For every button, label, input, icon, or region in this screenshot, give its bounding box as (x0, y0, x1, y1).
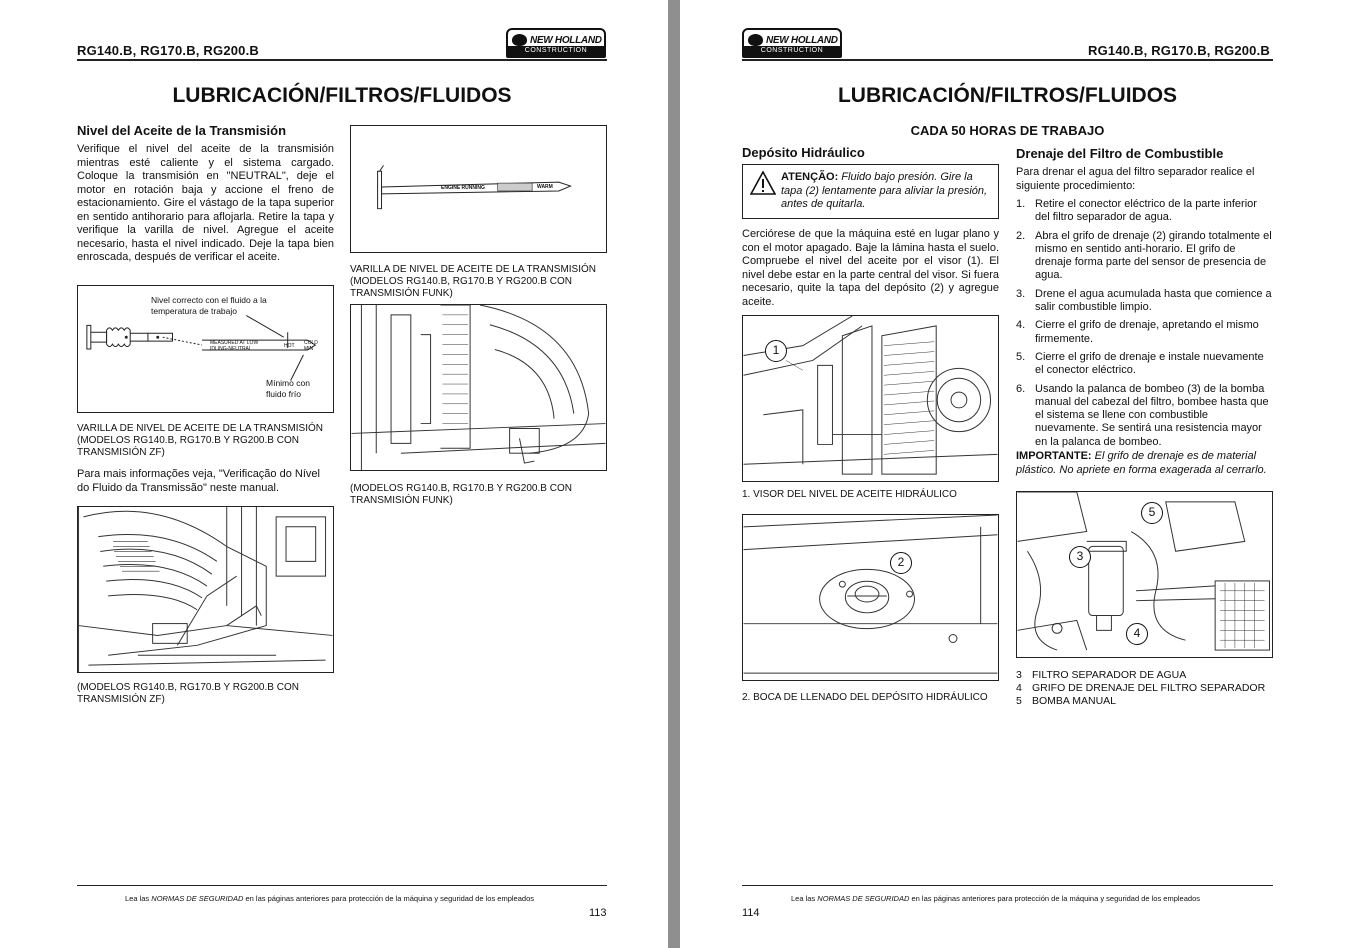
step-number: 2. (1016, 229, 1026, 242)
label-minimum: Mínimo con fluido frío (266, 378, 310, 399)
label-warm: WARM (537, 184, 553, 190)
callout-4: 4 (1126, 623, 1148, 645)
page-title: LUBRICACIÓN/FILTROS/FLUIDOS (837, 84, 1178, 107)
caption-zf-photo: (MODELOS RG140.B, RG170.B Y RG200.B CON TRANSMISIÓN ZF) (77, 682, 299, 705)
warning-box (742, 164, 999, 219)
interval-subtitle: CADA 50 HORAS DE TRABAJO (910, 123, 1105, 138)
label-hot: HOT (284, 343, 295, 349)
caption-sight-glass: 1. VISOR DEL NIVEL DE ACEITE HIDRÁULICO (742, 489, 957, 500)
step-text: Usando la palanca de bombeo (3) de la bomba manual del cabezal del filtro, bombee hasta que el sistema se llene con combustible nuevamente. Se sentirá una resistencia mayor en la palanca de bombeo. (1035, 382, 1269, 448)
fuel-filter-intro: Para drenar el agua del filtro separador realice el siguiente procedimiento: (1016, 166, 1255, 192)
step-number: 5. (1016, 350, 1026, 363)
page-number: 113 (589, 907, 607, 919)
warning-triangle-icon (750, 171, 776, 195)
new-holland-logo (506, 28, 606, 58)
fuel-filter-heading: Drenaje del Filtro de Combustible (1016, 146, 1224, 161)
header-rule (77, 59, 607, 61)
fuel-filter-step (1016, 230, 1273, 283)
step-text: Cierre el grifo de drenaje, apretando el mismo firmemente. (1035, 319, 1259, 345)
funk-dipstick-figure (350, 125, 607, 253)
section-heading: Nivel del Aceite de la Transmisión (77, 123, 287, 138)
note-paragraph: Para mais informações veja, "Verificação do Nível do Fluido da Transmissão" neste manual. (77, 468, 320, 494)
callout-5: 5 (1141, 502, 1163, 524)
label-cold: COLD MIN (304, 340, 318, 352)
footer-note: Lea las NORMAS DE SEGURIDAD en las páginas anteriores para protección de la máquina y seguridad de los empleados (125, 894, 534, 903)
intro-paragraph: Verifique el nivel del aceite de la transmisión mientras esté caliente y el sistema cargado. Coloque la transmisión en "NEUTRAL", deje el motor en rotación baja y accione el freno de estacionamiento. Gire el vástago de la tapa superior en sentido antihorario para aflojarla. Retire la tapa y verifique la varilla de nivel. Agregue el aceite necesario, hasta el nivel indicado. Deje la tapa bien enroscada, después de verificar el aceite. (77, 143, 334, 263)
legend-text: FILTRO SEPARADOR DE AGUA (1032, 669, 1187, 681)
left-page (0, 0, 668, 948)
fuel-filter-steps (1016, 198, 1273, 454)
funk-transmission-photo (350, 304, 607, 471)
callout-3: 3 (1069, 546, 1091, 568)
step-text: Abra el grifo de drenaje (2) girando totalmente el mismo en sentido anti-horario. El grifo de drenaje forma parte del sensor de presencia de agua. (1035, 229, 1272, 282)
legend-text: GRIFO DE DRENAJE DEL FILTRO SEPARADOR (1032, 682, 1266, 694)
right-page (680, 0, 1351, 948)
legend-number: 5 (1016, 695, 1022, 707)
fuel-filter-step (1016, 288, 1273, 315)
footer-rule (77, 885, 607, 886)
fuel-filter-step (1016, 319, 1273, 346)
model-header: RG140.B, RG170.B, RG200.B (1088, 43, 1271, 58)
legend-number: 4 (1016, 682, 1022, 694)
label-engine-running: ENGINE RUNNING (441, 185, 485, 191)
logo-sub: CONSTRUCTION (508, 46, 604, 56)
callout-2: 2 (890, 552, 912, 574)
step-text: Retire el conector eléctrico de la parte inferior del filtro separador de agua. (1035, 198, 1257, 224)
page-number: 114 (742, 907, 760, 919)
caption-funk-dipstick: VARILLA DE NIVEL DE ACEITE DE LA TRANSMISIÓN (MODELOS RG140.B, RG170.B Y RG200.B CON TRANSMISIÓN FUNK) (350, 264, 597, 299)
logo-brand: NEW HOLLAND (530, 34, 602, 46)
step-number: 4. (1016, 319, 1026, 332)
step-number: 3. (1016, 287, 1026, 300)
step-number: 6. (1016, 382, 1026, 395)
label-correct-level: Nivel correcto con el fluido a la temperatura de trabajo (151, 295, 267, 316)
caption-zf-dipstick: VARILLA DE NIVEL DE ACEITE DE LA TRANSMISIÓN (MODELOS RG140.B, RG170.B Y RG200.B CON TRANSMISIÓN ZF) (77, 423, 324, 458)
hydraulic-sight-glass-photo (742, 315, 999, 482)
fuel-filter-step (1016, 198, 1273, 225)
legend-item (1016, 695, 1273, 708)
caption-funk-photo: (MODELOS RG140.B, RG170.B Y RG200.B CON TRANSMISIÓN FUNK) (350, 483, 572, 506)
warning-text: ATENÇÃO: Fluido bajo presión. Gire la tapa (2) lentamente para aliviar la presión, antes de quitarla. (781, 171, 988, 210)
step-text: Cierre el grifo de drenaje e instale nuevamente el conector eléctrico. (1035, 350, 1264, 377)
legend-item (1016, 669, 1273, 682)
fuel-filter-photo (1016, 491, 1273, 658)
step-number: 1. (1016, 198, 1026, 210)
step-text: Drene el agua acumulada hasta que comience a salir combustible limpio. (1035, 287, 1272, 314)
leaf-icon (748, 34, 763, 46)
page-divider (668, 0, 680, 948)
new-holland-logo (742, 28, 842, 58)
logo-sub: CONSTRUCTION (744, 46, 840, 56)
legend-item (1016, 682, 1273, 695)
hydraulic-fill-cap-photo (742, 514, 999, 681)
model-header: RG140.B, RG170.B, RG200.B (77, 43, 260, 58)
hydraulic-body: Cerciórese de que la máquina esté en lugar plano y con el motor apagado. Baje la lámina hasta el suelo. Compruebe el nivel del aceite por el visor (1). El nivel debe estar en la parte central del visor. Si fuera necesario, quite la tapa del depósito (2) y agregue aceite. (742, 228, 999, 308)
fuel-filter-legend (1016, 669, 1273, 708)
header-rule (742, 59, 1273, 61)
fuel-filter-step (1016, 383, 1273, 449)
footer-note: Lea las NORMAS DE SEGURIDAD en las páginas anteriores para protección de la máquina y seguridad de los empleados (791, 894, 1200, 903)
legend-number: 3 (1016, 669, 1022, 681)
label-measured: MEASURED AT LOW IDLING-NEUTRAL (210, 340, 259, 352)
page-title: LUBRICACIÓN/FILTROS/FLUIDOS (172, 84, 512, 107)
zf-dipstick-figure (77, 285, 334, 413)
important-note: IMPORTANTE: El grifo de drenaje es de material plástico. No apriete en forma exagerada al cerrarlo. (1016, 450, 1267, 476)
logo-brand: NEW HOLLAND (766, 34, 838, 46)
legend-text: BOMBA MANUAL (1032, 695, 1117, 707)
hydraulic-heading: Depósito Hidráulico (742, 145, 865, 160)
fuel-filter-step (1016, 351, 1273, 378)
leaf-icon (512, 34, 527, 46)
footer-rule (742, 885, 1273, 886)
zf-transmission-photo (77, 506, 334, 673)
caption-fill-cap: 2. BOCA DE LLENADO DEL DEPÓSITO HIDRÁULICO (742, 692, 988, 703)
callout-1: 1 (765, 340, 787, 362)
